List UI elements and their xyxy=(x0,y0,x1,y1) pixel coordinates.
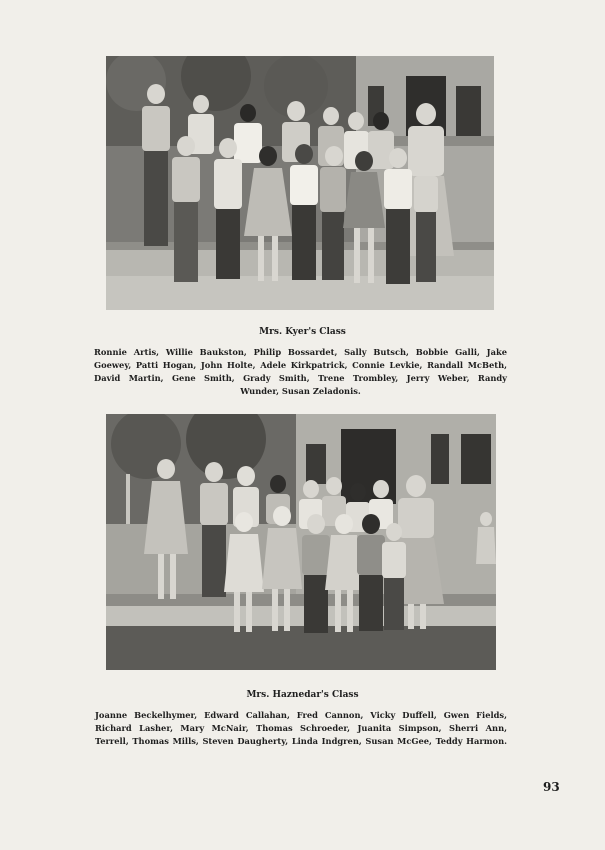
class-title-kyer: Mrs. Kyer's Class xyxy=(259,327,346,337)
names-line: Goewey, Patti Hogan, John Holte, Adele Kirkpatrick, Connie Levkie, Randall McBeth, xyxy=(94,360,507,370)
names-line: Joanne Beckelhymer, Edward Callahan, Fred Cannon, Vicky Duffell, Gwen Fields, xyxy=(95,710,507,720)
class-names-haznedar xyxy=(95,709,507,748)
page-number: 93 xyxy=(543,780,560,794)
class-photo-kyer xyxy=(106,56,494,310)
names-line: Richard Lasher, Mary McNair, Thomas Schroeder, Juanita Simpson, Sherri Ann, xyxy=(95,723,507,733)
class-names-kyer xyxy=(94,346,507,398)
names-line: Wunder, Susan Zeladonis. xyxy=(240,386,361,396)
names-line: Terrell, Thomas Mills, Steven Daugherty, Linda Indgren, Susan McGee, Teddy Harmon. xyxy=(95,736,507,746)
class-photo-haznedar xyxy=(106,414,496,670)
class-photo-haznedar-image xyxy=(106,414,496,670)
names-line: David Martin, Gene Smith, Grady Smith, Trene Trombley, Jerry Weber, Randy xyxy=(94,373,507,383)
class-photo-kyer-image xyxy=(106,56,494,310)
class-title-haznedar: Mrs. Haznedar's Class xyxy=(246,690,359,700)
names-line: Ronnie Artis, Willie Baukston, Philip Bossardet, Sally Butsch, Bobbie Galli, Jake xyxy=(94,347,507,357)
